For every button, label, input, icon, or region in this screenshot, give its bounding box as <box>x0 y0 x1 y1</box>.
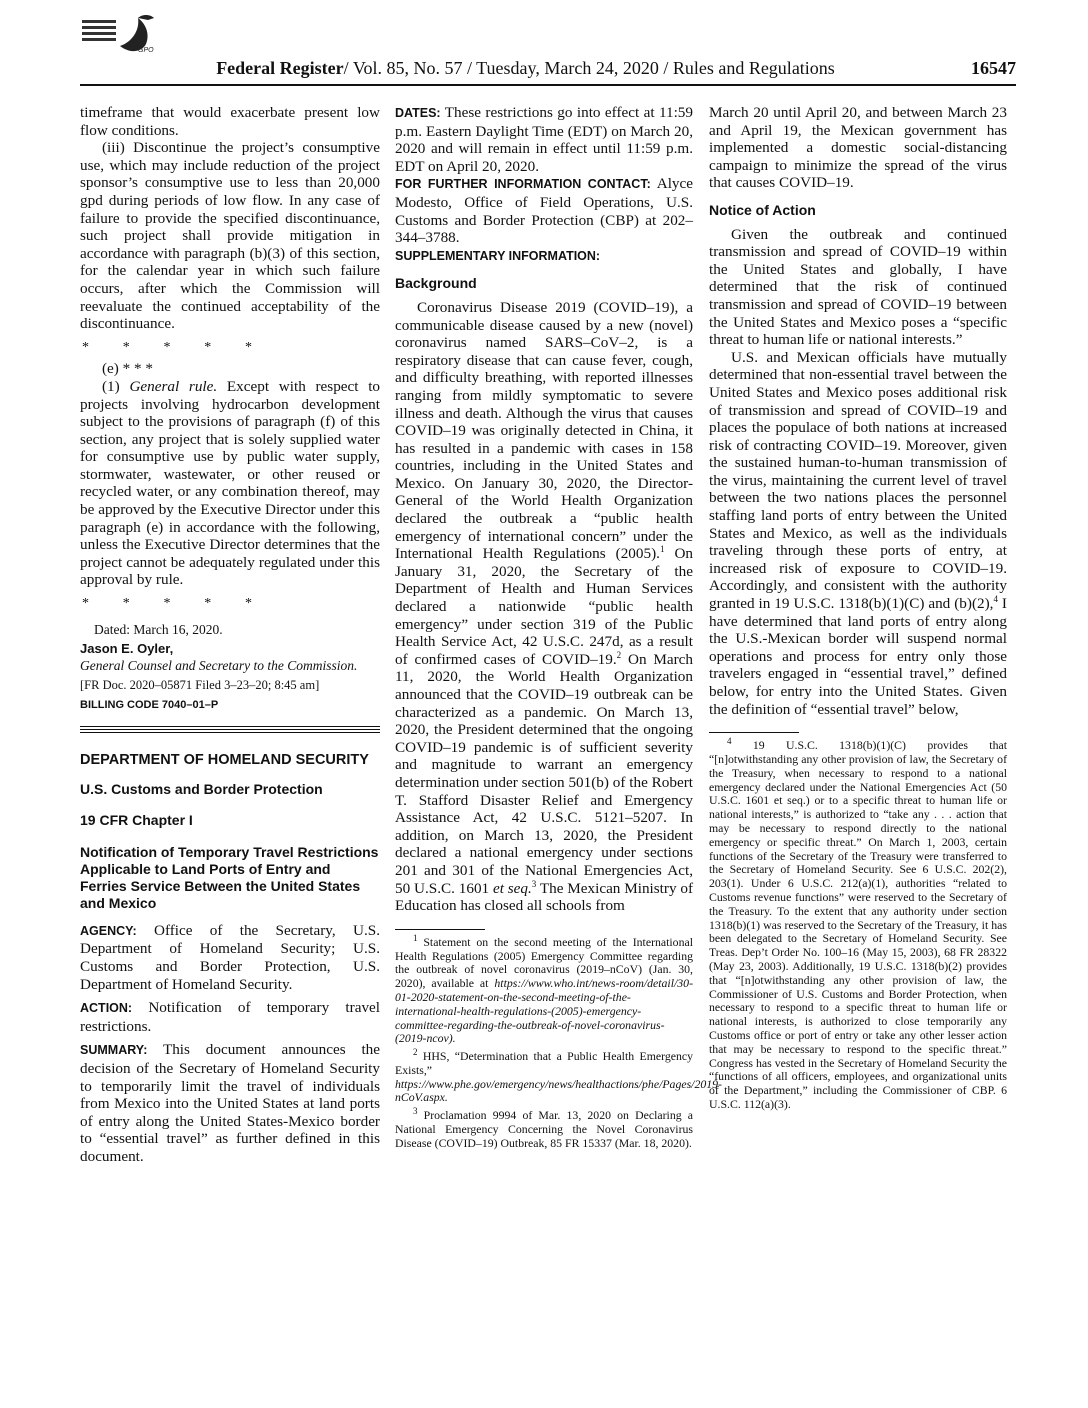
section-divider <box>80 729 380 735</box>
footnote-ref: 4 <box>993 593 998 604</box>
footnotes <box>395 932 722 1151</box>
paragraph: Given the outbreak and continued transmission and spread of COVID–19 within the United States and globally, I have determined that the risk of continued transmission and spread of COVID–19 between the United States and Mexico poses a “specific threat to human life or national interests.” <box>709 225 1007 349</box>
footnote-ref: 1 <box>659 544 665 555</box>
footnote: $^2$ HHS, “Determination that a Public Health Emergency Exists,” https://www.phe.gov/emergency/news/healthactions/phe/Pages/2019-nCoV.aspx. <box>395 1047 722 1105</box>
paragraph: U.S. and Mexican officials have mutually determined that non-essential travel between the United States and Mexico poses additional risk of transmission and spread of COVID–19 and places the populace of both nations at increased risk of contracting COVID–19. Moreover, given the sustained human-to-human transmission of the virus, maintaining the current level of travel between the two nations places the personnel staffing land ports of entry between the United States and Mexico, as well as the individuals traveling through these ports of entry, at increased risk of exposure to COVID–19. Accordingly, and consistent with the authority granted in 19 U.S.C. 1318(b)(1)(C) and (b)(2),$^4$ I have determined that land ports of entry along the U.S.-Mexican border will suspend normal operations and process for entry only those travelers engaged in “essential travel,” defined below, for entry into the United States. Given the definition of “essential travel” below, <box>709 348 1007 718</box>
footnote: $^3$ Proclamation 9994 of Mar. 13, 2020 on Declaring a National Emergency Concerning the Novel Coronavirus Disease (COVID–19) Outbreak, 85 FR 15337 (Mar. 18, 2020). <box>395 1106 693 1150</box>
agency-paragraph: AGENCY: Office of the Secretary, U.S. Department of Homeland Security; U.S. Customs and Border Protection, U.S. Department of Homeland Security. <box>80 921 380 993</box>
footnote-link[interactable]: https://www.who.int/news-room/detail/30-01-2020-statement-on-the-second-meeting-of-the-international-health-regulations-(2005)-emergency-committee-regarding-the-outbreak-of-novel-coronavirus-(2019-ncov). <box>395 976 693 1046</box>
gpo-authenticated-seal <box>80 12 164 54</box>
action-paragraph: ACTION: Notification of temporary travel restrictions. <box>80 999 381 1035</box>
footnote-divider <box>709 732 799 733</box>
footnote-divider <box>395 929 485 930</box>
dated-line: Dated: March 16, 2020. <box>94 621 223 637</box>
signature-block <box>80 621 380 714</box>
page-number: 16547 <box>971 58 1016 78</box>
signer-name: Jason E. Oyler, <box>80 640 174 656</box>
contact-paragraph: FOR FURTHER INFORMATION CONTACT: Alyce Modesto, Office of Field Operations, U.S. Customs and Border Protection (CBP) at 202–344–3788. <box>395 175 693 247</box>
section-divider <box>80 726 380 727</box>
paragraph: timeframe that would exacerbate present low flow conditions. <box>80 104 380 139</box>
footnote-link[interactable]: https://www.phe.gov/emergency/news/healthactions/phe/Pages/2019-nCoV.aspx. <box>395 1076 722 1105</box>
column-right <box>709 104 1007 1112</box>
notice-heading: Notice of Action <box>709 201 816 218</box>
svg-text:GPO: GPO <box>138 47 154 54</box>
cfr-heading: 19 CFR Chapter I <box>80 812 193 829</box>
footnotes <box>709 736 1007 1112</box>
document-title: Notification of Temporary Travel Restrictions Applicable to Land Ports of Entry and Ferries Service Between the United States and Mexico <box>80 843 379 911</box>
agency-heading: U.S. Customs and Border Protection <box>80 780 323 797</box>
omission-stars: * * * * * <box>82 596 252 612</box>
department-heading: DEPARTMENT OF HOMELAND SECURITY <box>80 751 369 768</box>
footnote: $^4$ 19 U.S.C. 1318(b)(1)(C) provides that “[n]otwithstanding any other provision of law, the Secretary of the Treasury, when necessary to respond to a national emergency declared under the National Emergencies Act (50 U.S.C. 1601 et seq.) or to a specific threat to human life or national interests,” is authorized to “take any . . . action that may be necessary to respond directly to the national emergency or specific threat.” On March 1, 2003, certain functions of the Secretary of the Treasury were transferred to the Secretary of Homeland Security. See 6 U.S.C. 202(2), 203(1). Under 6 U.S.C. 212(a)(1), authorities “related to Customs revenue functions” were reserved to the Secretary of the Treasury. To the extent that any authority under section 1318(b)(1) was reserved to the Secretary of the Treasury, it has been delegated to the Secretary of Homeland Security. See Treas. Dep’t Order No. 100–16 (May 15, 2003), 68 FR 28322 (May 23, 2003). Additionally, 19 U.S.C. 1318(b)(2) provides that “[n]otwithstanding any other provision of law, the Commissioner of U.S. Customs and Border Protection, when necessary to respond to a specific threat to human life or national interests, is authorized to close temporarily any Customs office or port of entry or take any other lesser action that may be necessary to respond to the specific threat.” Congress has vested in the Secretary of Homeland Security the “functions of all officers, employees, and organizational units of the Department,” including the Commissioner of CBP. 6 U.S.C. 112(a)(3). <box>709 736 1007 1111</box>
dates-paragraph: DATES: These restrictions go into effect at 11:59 p.m. Eastern Daylight Time (EDT) on March 20, 2020 and will remain in effect until 11:59 p.m. EDT on April 20, 2020. <box>395 104 693 175</box>
running-header <box>80 58 1016 86</box>
column-middle <box>395 104 722 1151</box>
paragraph: March 20 until April 20, and between March 23 and April 19, the Mexican government has implemented a domestic social-distancing campaign to minimize the spread of the virus that causes COVID–19. <box>709 104 1007 192</box>
header-details: / Vol. 85, No. 57 / Tuesday, March 24, 2020 / Rules and Regulations <box>343 58 835 78</box>
paragraph-e-line: (e) * * * <box>102 360 154 378</box>
footnote: $^1$ Statement on the second meeting of the International Health Regulations (2005) Emergency Committee regarding the outbreak of novel coronavirus (2019–nCoV) (Jan. 30, 2020), available at https://www.who.int/news-room/detail/30-01-2020-statement-on-the-second-meeting-of-the-international-health-regulations-(2005)-emergency-committee-regarding-the-outbreak-of-novel-coronavirus-(2019-ncov). <box>395 932 693 1046</box>
paragraph: (1) General rule. Except with respect to projects involving hydrocarbon development subject to the provisions of paragraph (f) of this section, any project that is solely supplied water for consumptive use by public water supply, stormwater, wastewater, or other reused or recycled water, or any combination thereof, may be approved by the Executive Director under this paragraph (e) in accordance with the following, unless the Executive Director determines that the project cannot be adequately regulated under this approval by rule. <box>80 377 381 589</box>
billing-code: BILLING CODE 7040–01–P <box>80 698 219 711</box>
summary-paragraph: SUMMARY: This document announces the decision of the Secretary of Homeland Security to temporarily limit the travel of individuals from Mexico into the United States at land ports of entry along the United States-Mexico border to “essential travel” as further defined in this document. <box>80 1041 381 1165</box>
fr-doc-line: [FR Doc. 2020–05871 Filed 3–23–20; 8:45 am] <box>80 677 320 692</box>
column-left <box>80 104 380 1166</box>
footnote-ref: 3 <box>531 878 537 889</box>
paragraph: (iii) Discontinue the project’s consumptive use, which may include reduction of the project sponsor’s consumptive use to less than 20,000 gpd during periods of low flow. In any case of failure to provide the specified discontinuance, such project shall provide mitigation in accordance with paragraph (b)(3) of this section, for the calendar year in which such failure occurs, after which the Commission will reevaluate the continued acceptability of the discontinuance. <box>80 139 380 333</box>
footnote-ref: 2 <box>616 649 622 660</box>
omission-stars: * * * * * <box>82 339 252 355</box>
supplementary-label: SUPPLEMENTARY INFORMATION: <box>395 248 601 263</box>
signer-title: General Counsel and Secretary to the Commission. <box>80 657 358 673</box>
background-heading: Background <box>395 275 477 292</box>
journal-name: Federal Register <box>216 58 344 78</box>
background-paragraph: Coronavirus Disease 2019 (COVID–19), a communicable disease caused by a new (novel) coronavirus named SARS–CoV–2, is a respiratory disease that can cause fever, cough, and difficulty breathing, with reported illnesses ranging from mildly symptomatic to severe illness and death. Although the virus that causes COVID–19 was originally detected in China, it has resulted in a pandemic with cases in 158 countries, including in the United States and Mexico. On January 30, 2020, the Director-General of the World Health Organization declared the outbreak a “public health emergency of international concern” under the International Health Regulations (2005).$^1$ On January 31, 2020, the Secretary of the Department of Health and Human Services declared a nationwide “public health emergency” under section 319 of the Public Health Service Act, 42 U.S.C. 247d, as a result of confirmed cases of COVID–19.$^2$ On March 11, 2020, the World Health Organization announced that the COVID–19 outbreak can be characterized as a pandemic. On March 13, 2020, the President determined that the ongoing COVID–19 pandemic is of sufficient severity and magnitude to warrant an emergency determination under section 501(b) of the Robert T. Stafford Disaster Relief and Emergency Assistance Act, 42 U.S.C. 5121–5207. In addition, on March 13, 2020, the President declared a national emergency under sections 201 and 301 of the National Emergencies Act, 50 U.S.C. 1601 et seq.$^3$ The Mexican Ministry of Education has closed all schools from <box>395 298 694 915</box>
header-title <box>80 58 971 79</box>
